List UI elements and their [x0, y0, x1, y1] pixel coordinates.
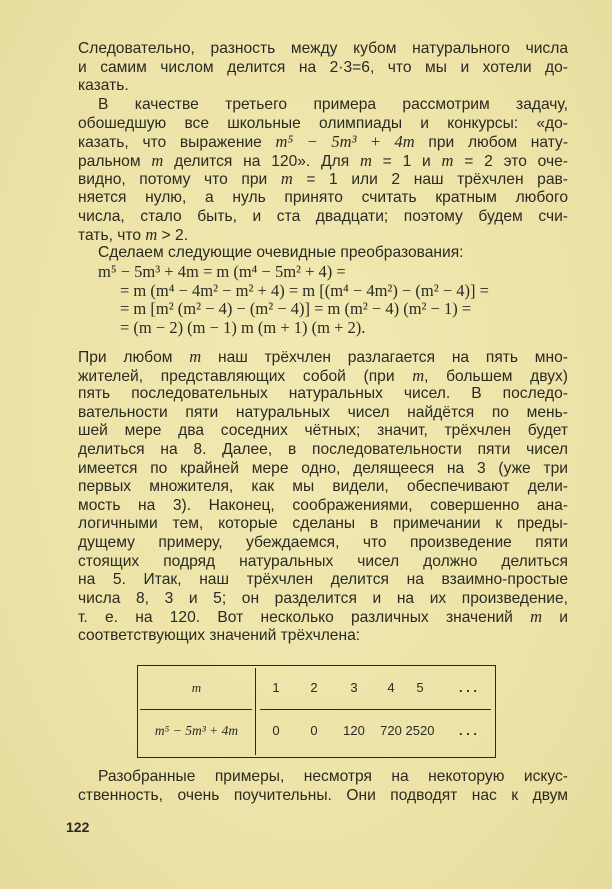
text-segment: В качестве третьего примера рассмотрим задачу,	[98, 96, 568, 113]
text-line	[98, 243, 568, 262]
math-variable: m	[359, 150, 372, 170]
text-segment: тать, что	[78, 227, 146, 245]
text-line	[78, 514, 568, 533]
table-cell: 3	[350, 680, 358, 695]
text-segment: т. е. на 120. Вот несколько различных значений	[78, 609, 531, 627]
table-cell: 5	[416, 680, 424, 695]
equation-line: = m [m² (m² − 4) − (m² − 4)] = m (m² − 4) (m² − 1) =	[120, 299, 472, 318]
text-segment: числа 8, 3 и 5; он разделится и на их произведение,	[78, 589, 568, 607]
text-segment: соответствующих значений трёхчлена:	[78, 627, 361, 644]
text-segment: ральном	[78, 152, 152, 170]
text-segment: при любом нату-	[414, 134, 569, 152]
text-line	[78, 607, 568, 626]
text-segment: = 1 или 2 наш трёхчлен рав-	[292, 171, 568, 189]
text-segment: = 2 это оче-	[453, 152, 568, 170]
text-segment: пять последовательных натуральных чисел. В последо-	[78, 385, 568, 403]
table-header-polynomial: m⁵ − 5m³ + 4m	[154, 723, 239, 738]
text-line	[78, 403, 568, 422]
text-segment: няется нулю, а нуль принято считать кратным любого	[78, 189, 568, 206]
table-divider	[140, 709, 252, 710]
values-table	[137, 665, 496, 758]
page-number: 122	[66, 819, 90, 835]
text-line	[78, 366, 568, 385]
text-line	[78, 459, 568, 478]
text-segment: логичными тем, которые сделаны в примечании к преды-	[78, 515, 568, 533]
text-segment: обошедшую все школьные олимпиады и конкурсы: «до-	[78, 114, 568, 132]
math-variable: m⁵ − 5m³ + 4m	[275, 132, 415, 152]
text-line	[78, 132, 568, 151]
equation-line: m⁵ − 5m³ + 4m = m (m⁴ − 5m² + 4) =	[98, 262, 346, 281]
text-segment: жителей, представляющих собой (при	[78, 367, 413, 385]
math-variable: m	[412, 365, 425, 385]
text-segment: числа, стало быть, и ста двадцати; поэтому будем счи-	[78, 207, 568, 225]
math-variable: m	[441, 150, 454, 170]
table-cell: 720	[380, 723, 402, 738]
math-variable: m	[189, 347, 202, 366]
math-variable: m	[145, 225, 158, 245]
text-segment: = 1 и	[371, 152, 442, 170]
math-variable: m	[530, 607, 543, 627]
table-cell: . . .	[458, 723, 478, 738]
text-segment: При любом	[78, 349, 190, 366]
math-variable: m	[151, 150, 164, 170]
text-line	[78, 552, 568, 571]
math-variable: m	[280, 169, 293, 189]
text-line	[78, 169, 568, 188]
text-segment: стоящих подряд натуральных чисел должно делиться	[78, 552, 568, 570]
text-line	[78, 39, 568, 58]
text-segment: дущему примеру, убеждаемся, что произведение пяти	[78, 534, 568, 551]
text-segment: вательности пяти натуральных чисел найдётся по мень-	[78, 403, 568, 421]
text-segment: > 2.	[157, 227, 189, 245]
text-segment: Сделаем следующие очевидные преобразования:	[98, 244, 464, 261]
text-segment: Разобранные примеры, несмотря на некоторую искус-	[98, 768, 568, 785]
text-line	[78, 570, 568, 589]
text-line	[78, 589, 568, 608]
text-line	[78, 384, 568, 403]
table-cell: 2	[310, 680, 318, 695]
text-segment: и	[542, 609, 568, 627]
table-cell: 120	[343, 723, 365, 738]
text-segment: шей мере два соседних чётных; значит, трёхчлен будет	[78, 422, 568, 440]
text-line	[78, 58, 568, 77]
text-line	[78, 188, 568, 207]
text-segment: мость на 3). Наконец, соображениями, совершенно ана-	[78, 496, 568, 514]
text-line	[78, 477, 568, 496]
text-line	[78, 207, 568, 226]
table-header-m: m	[191, 680, 202, 695]
text-line	[78, 151, 568, 170]
text-segment: , большем двух)	[424, 367, 568, 385]
text-line	[78, 114, 568, 133]
table-cell: 1	[272, 680, 280, 695]
text-segment: делится на 120». Для	[163, 152, 360, 170]
text-segment: на 5. Итак, наш трёхчлен делится на взаимно-простые	[78, 571, 568, 589]
table-cell: 0	[272, 723, 280, 738]
text-line	[78, 626, 568, 645]
text-segment: казать, что выражение	[78, 134, 276, 152]
text-line	[78, 533, 568, 552]
text-segment: и самим числом делится на 2·3=6, что мы и хотели до-	[78, 58, 568, 76]
text-line	[78, 76, 568, 95]
text-line	[78, 496, 568, 515]
table-cell: 4	[387, 680, 395, 695]
text-line	[98, 767, 568, 786]
text-segment: делиться на 8. Далее, в последовательности пяти чисел	[78, 441, 568, 458]
equation-line: = m (m⁴ − 4m² − m² + 4) = m [(m⁴ − 4m²) − (m² − 4)] =	[120, 281, 489, 300]
text-segment: видно, потому что при	[78, 171, 281, 189]
table-cell: 2520	[405, 723, 435, 738]
table-divider	[255, 668, 256, 755]
text-line	[78, 440, 568, 459]
text-segment: ственность, очень поучительны. Они подводят нас к двум	[78, 786, 568, 804]
text-segment: Следовательно, разность между кубом натурального числа	[78, 40, 568, 57]
text-line	[78, 786, 568, 805]
text-line	[78, 347, 568, 366]
text-line	[78, 225, 568, 244]
text-segment: наш трёхчлен разлагается на пять мно-	[201, 349, 569, 366]
table-cell: . . .	[458, 680, 478, 695]
text-segment: казать.	[78, 77, 129, 95]
table-divider	[260, 709, 491, 710]
text-line	[78, 421, 568, 440]
table-cell: 0	[310, 723, 318, 738]
text-segment: имеется по крайней мере одно, делящееся на 3 (уже три	[78, 459, 568, 477]
text-line	[98, 95, 568, 114]
equation-line: = (m − 2) (m − 1) m (m + 1) (m + 2).	[120, 318, 366, 337]
text-segment: первых множителя, как мы видели, обеспечивают дели-	[78, 478, 568, 496]
